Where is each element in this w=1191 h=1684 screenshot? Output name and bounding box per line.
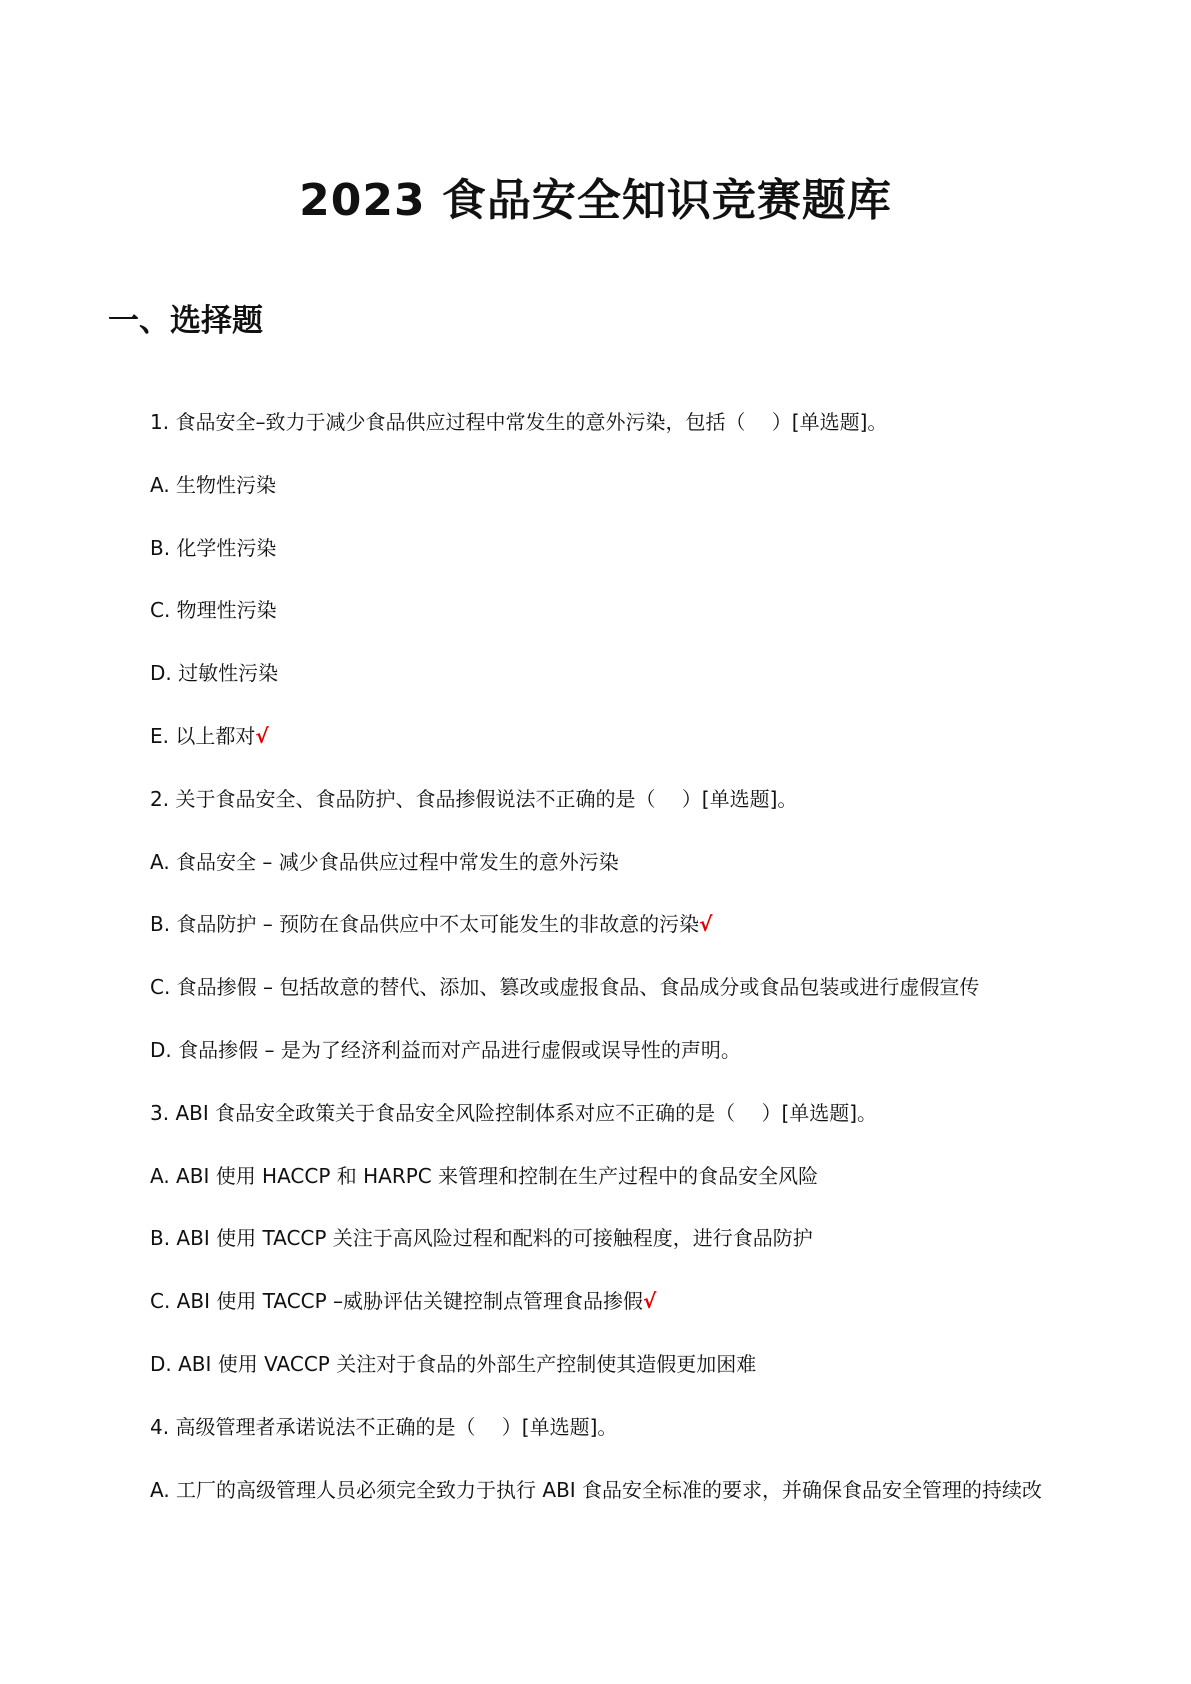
line-text: D. 过敏性污染	[150, 661, 279, 686]
line-text: A. 工厂的高级管理人员必须完全致力于执行 ABI 食品安全标准的要求，并确保食品安全管理的持续改	[150, 1477, 1043, 1502]
question-item	[150, 405, 1110, 468]
option-item	[150, 656, 1110, 719]
option-item	[150, 907, 1110, 970]
option-item	[150, 845, 1110, 908]
line-text: C. 食品掺假 – 包括故意的替代、添加、篡改或虚报食品、食品成分或食品包装或进行虚假宣传	[150, 975, 980, 1000]
option-item	[150, 1347, 1110, 1410]
line-text: 1. 食品安全–致力于减少食品供应过程中常发生的意外污染，包括（ ）[单选题]。	[150, 410, 888, 434]
option-item	[150, 531, 1110, 594]
line-text: 2. 关于食品安全、食品防护、食品掺假说法不正确的是（ ）[单选题]。	[150, 786, 798, 811]
option-item	[150, 719, 1110, 782]
option-item	[150, 1033, 1110, 1096]
line-text: D. 食品掺假 – 是为了经济利益而对产品进行虚假或误导性的声明。	[150, 1037, 741, 1062]
correct-answer-check-icon: √	[643, 1289, 657, 1314]
question-item	[150, 782, 1110, 845]
correct-answer-check-icon: √	[699, 912, 713, 937]
option-item	[150, 1159, 1110, 1222]
option-item	[150, 1473, 1110, 1536]
document-title: 2023 食品安全知识竞赛题库	[299, 175, 892, 226]
option-item	[150, 468, 1110, 531]
line-text: 4. 高级管理者承诺说法不正确的是（ ）[单选题]。	[150, 1414, 618, 1439]
section-heading: 一、选择题	[108, 303, 263, 339]
line-text: A. 生物性污染	[150, 472, 277, 497]
line-text: B. ABI 使用 TACCP 关注于高风险过程和配料的可接触程度，进行食品防护	[150, 1226, 813, 1251]
line-text: B. 化学性污染	[150, 535, 277, 560]
line-text: E. 以上都对	[150, 723, 256, 748]
line-text: B. 食品防护 – 预防在食品供应中不太可能发生的非故意的污染	[150, 912, 700, 937]
option-item	[150, 1284, 1110, 1347]
correct-answer-check-icon: √	[255, 723, 269, 748]
line-text: A. 食品安全 – 减少食品供应过程中常发生的意外污染	[150, 849, 619, 874]
question-list	[150, 405, 1110, 1535]
line-text: C. 物理性污染	[150, 598, 277, 623]
line-text: A. ABI 使用 HACCP 和 HARPC 来管理和控制在生产过程中的食品安全风险	[150, 1163, 819, 1188]
option-item	[150, 1221, 1110, 1284]
question-item	[150, 1096, 1110, 1159]
line-text: C. ABI 使用 TACCP –威胁评估关键控制点管理食品掺假	[150, 1289, 644, 1314]
line-text: D. ABI 使用 VACCP 关注对于食品的外部生产控制使其造假更加困难	[150, 1351, 757, 1376]
option-item	[150, 970, 1110, 1033]
question-item	[150, 1410, 1110, 1473]
option-item	[150, 593, 1110, 656]
line-text: 3. ABI 食品安全政策关于食品安全风险控制体系对应不正确的是（ ）[单选题]。	[150, 1100, 878, 1125]
